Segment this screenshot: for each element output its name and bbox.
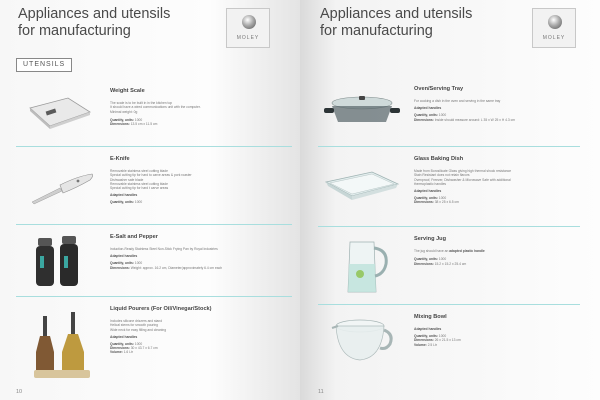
product-specs: Quantity, units: 1000 Dimensions: 26 x 21.5 x 13 cm Volume: 2.5 Ltr <box>414 334 461 347</box>
oven-tray-icon <box>322 94 402 130</box>
divider <box>16 224 292 225</box>
product-subheading: Adapted handles <box>414 106 442 111</box>
product-name: Mixing Bowl <box>414 314 447 320</box>
product-name: Serving Jug <box>414 236 447 242</box>
product-subheading: Adapted handles <box>110 334 138 339</box>
divider <box>318 146 580 147</box>
salt-pepper-mills-icon <box>32 234 88 292</box>
glass-baking-dish-icon <box>322 166 402 206</box>
product-description: The jug should have an adapted plastic handle <box>414 249 485 253</box>
product-description: Made from Borosilicate Glass giving high thermal shock resistance Stain Resistant does not retain flavors Ovenproof, Freezer, Dishwasher & Microwave Safe with additional thermoplastic handles <box>414 169 512 186</box>
product-specs: Quantity, units: 1000 Dimensions: Inside should measure around: L 35 x W 25 x H 4.3 cm <box>414 113 516 122</box>
page-number: 11 <box>318 389 324 395</box>
logo-emblem-icon <box>548 15 562 29</box>
product-name: Weight Scale <box>110 88 145 94</box>
e-knife-icon <box>30 168 100 208</box>
product-description: Removable stainless steel cutting blade Special cutting tip for hard to carve areas & pork roaster Dishwasher safe blade Removable stainless steel cutting blade Special cutting tip for hard t carve areas <box>110 169 192 191</box>
divider <box>16 296 292 297</box>
product-subheading: Adapted handles <box>110 254 138 259</box>
product-name: Oven/Serving Tray <box>414 86 464 92</box>
weight-scale-icon <box>24 94 94 134</box>
moley-logo: MOLEY <box>532 8 576 48</box>
product-name: E-Knife <box>110 156 130 162</box>
oil-vinegar-bottles-icon <box>30 310 94 382</box>
divider <box>318 226 580 227</box>
product-name: Liquid Pourers (For Oil/Vinegar/Stock) <box>110 306 212 312</box>
page-title: Appliances and utensils for manufacturing <box>18 6 171 39</box>
moley-logo: MOLEY <box>226 8 270 48</box>
logo-emblem-icon <box>242 15 256 29</box>
product-name: Glass Baking Dish <box>414 156 464 162</box>
product-specs: Quantity, units: 1000 Dimensions: 15.2 x 15.2 x 25.4 cm <box>414 257 467 266</box>
product-description: Induction-Ready Stainless Steel Non-Stick Frying Pan by Royal Industries <box>110 247 218 251</box>
serving-jug-icon <box>342 238 392 296</box>
product-description: Includes silicone drizzers and stand Helical stems for smooth pouring Wide neck for easy filling and cleaning <box>110 319 167 332</box>
product-name: E-Salt and Pepper <box>110 234 158 240</box>
product-subheading: Adapted handles <box>414 327 442 331</box>
right-page <box>300 0 600 400</box>
product-specs: Quantity, units: 1000 Dimensions: 13.5 cm x 11.5 cm <box>110 117 158 127</box>
product-description: For cooking a dish in the oven and serving in the same tray <box>414 99 501 103</box>
page-number: 10 <box>16 389 23 395</box>
product-specs: Quantity, units: 1000 Dimensions: Weight: approx. 16.2 cm, Diameter(approximately 6.4 cm each <box>110 261 223 270</box>
product-subheading: Adapted handles <box>110 193 138 198</box>
divider <box>16 146 292 147</box>
divider <box>318 304 580 305</box>
product-specs: Quantity, units: 1000 Dimensions: 30 x 43.7 x 6.7 cm Volume: 1.6 Ltr <box>110 341 158 355</box>
mixing-bowl-icon <box>330 318 396 366</box>
product-specs: Quantity, units: 1000 Dimensions: 38 x 25 x 6.5 cm <box>414 196 459 205</box>
section-tab-utensils: UTENSILS <box>16 58 72 72</box>
product-specs: Quantity, units: 1000 <box>110 200 143 205</box>
product-description: The scale is to be built in in the kitchen top It should have a wired communications unit with the computer. Minimal weight: 0g <box>110 101 201 114</box>
product-subheading: Adapted handles <box>414 189 442 194</box>
page-title: Appliances and utensils for manufacturing <box>320 6 473 39</box>
